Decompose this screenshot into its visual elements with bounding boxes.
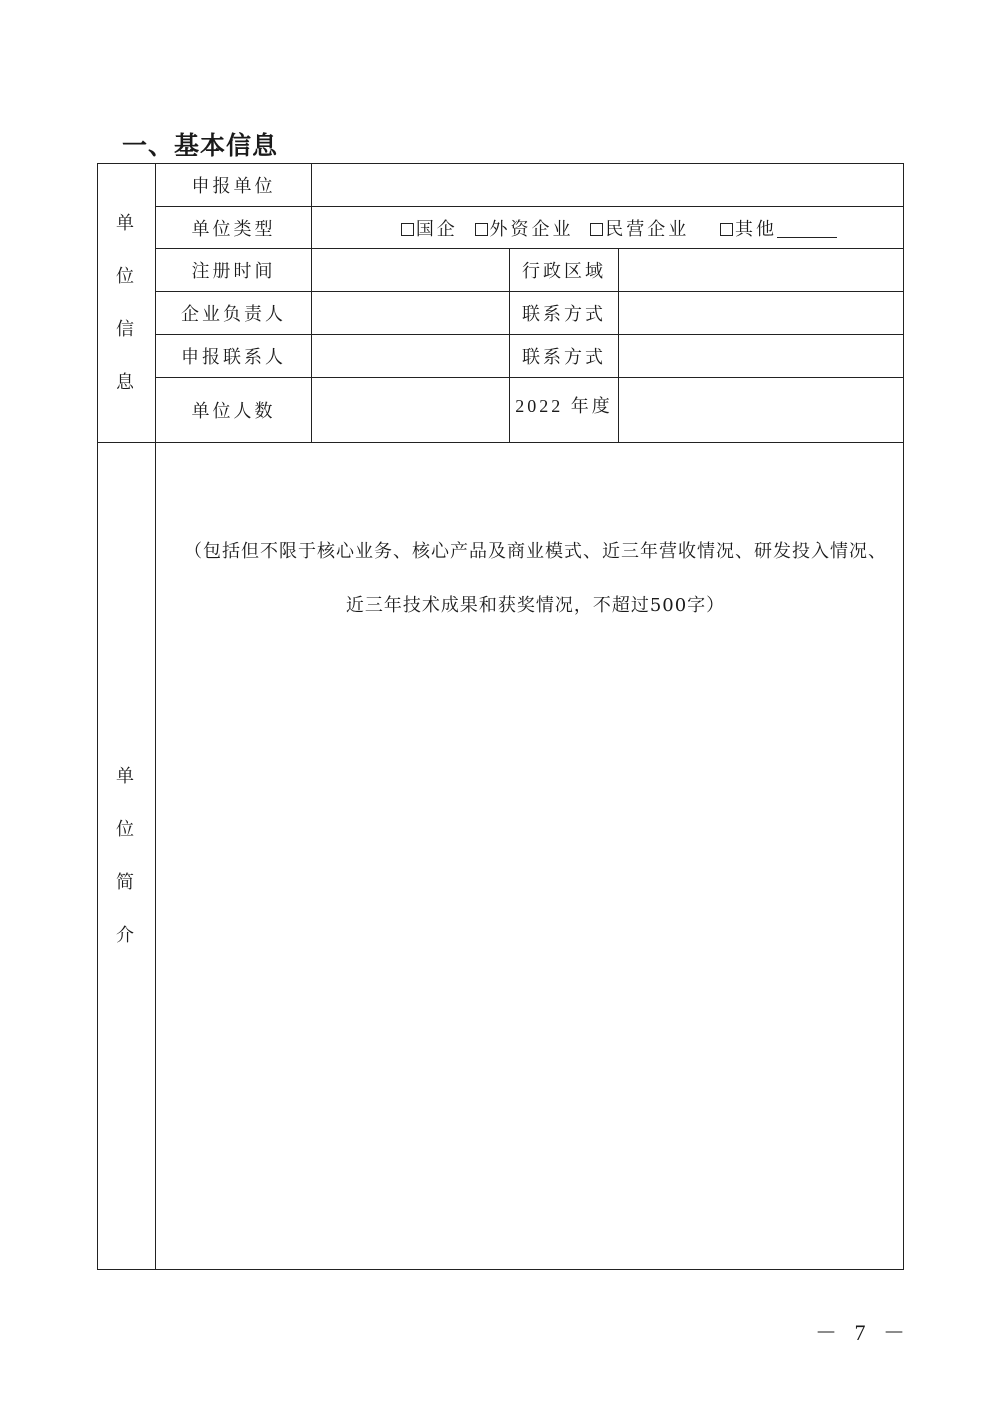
admin-region-field[interactable] — [619, 249, 904, 292]
unit-intro-group-label: 单 位 简 介 — [98, 443, 156, 1270]
contact-method-field-1[interactable] — [619, 292, 904, 335]
headcount-field[interactable] — [312, 378, 510, 443]
unit-info-group-label: 单 位 信 息 — [98, 164, 156, 443]
other-blank-line[interactable] — [777, 219, 837, 238]
section-title: 一、基本信息 — [122, 131, 279, 160]
contact-method-label-2: 联系方式 — [510, 335, 619, 378]
option-foreign[interactable]: 外资企业 — [475, 215, 574, 241]
applicant-unit-label: 申报单位 — [156, 164, 312, 207]
contact-method-field-2[interactable] — [619, 335, 904, 378]
option-other[interactable]: 其他 — [720, 215, 837, 241]
unit-intro-hint: （包括但不限于核心业务、核心产品及商业模式、近三年营收情况、研发投入情况、 近三年技术成果和获奖情况，不超过500字） — [184, 541, 887, 616]
admin-region-label: 行政区域 — [510, 249, 619, 292]
legal-head-label: 企业负责人 — [156, 292, 312, 335]
option-private[interactable]: 民营企业 — [590, 215, 689, 241]
page-number: － 7 － — [815, 1320, 912, 1345]
year-label: 2022 年度 — [510, 378, 619, 443]
unit-type-options — [312, 207, 904, 249]
unit-type-label: 单位类型 — [156, 207, 312, 249]
registration-time-field[interactable] — [312, 249, 510, 292]
basic-info-table — [97, 163, 904, 1270]
year-field[interactable] — [619, 378, 904, 443]
applicant-unit-field[interactable] — [312, 164, 904, 207]
unit-intro-field[interactable] — [156, 443, 904, 1270]
applicant-contact-label: 申报联系人 — [156, 335, 312, 378]
applicant-contact-field[interactable] — [312, 335, 510, 378]
checkbox-icon[interactable] — [590, 223, 603, 236]
legal-head-field[interactable] — [312, 292, 510, 335]
checkbox-icon[interactable] — [401, 223, 414, 236]
registration-time-label: 注册时间 — [156, 249, 312, 292]
checkbox-icon[interactable] — [475, 223, 488, 236]
checkbox-icon[interactable] — [720, 223, 733, 236]
option-state-owned[interactable]: 国企 — [401, 215, 458, 241]
contact-method-label-1: 联系方式 — [510, 292, 619, 335]
headcount-label: 单位人数 — [156, 378, 312, 443]
